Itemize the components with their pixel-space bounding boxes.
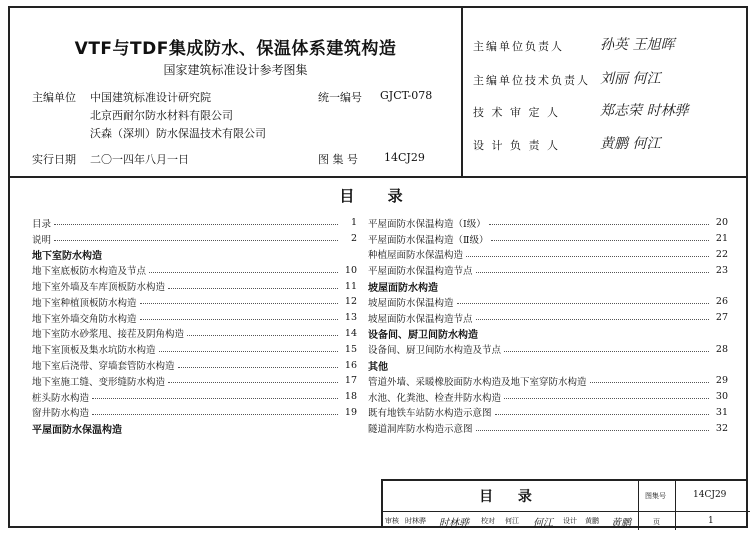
- toc-leader-dots: [178, 367, 338, 368]
- toc-entry-page: 13: [344, 312, 357, 324]
- title-block-vline-2: [675, 481, 676, 530]
- toc-entry-page: 27: [715, 312, 728, 324]
- toc-entry-page: 29: [715, 375, 728, 387]
- toc-entry: [368, 373, 728, 389]
- toc-entry: [32, 357, 357, 373]
- toc-entry: [368, 420, 728, 436]
- toc-entry-label: 平屋面防水保温构造（Ⅱ级）: [368, 234, 489, 246]
- toc-entry: [368, 247, 728, 263]
- toc-entry-label: 桩头防水构造: [32, 392, 90, 404]
- title-block-vline-1: [638, 481, 639, 530]
- toc-entry-label: 说明: [32, 234, 52, 246]
- toc-right-column: [368, 215, 728, 436]
- toc-entry-label: 平屋面防水保温构造（Ⅰ级）: [368, 218, 486, 230]
- tb-design-name: 黄鹏: [585, 517, 599, 525]
- toc-entry-label: 其他: [368, 361, 388, 373]
- toc-leader-dots: [491, 240, 709, 241]
- toc-heading: 目 录: [339, 187, 417, 205]
- toc-entry-label: 地下室底板防水构造及节点: [32, 266, 147, 278]
- toc-entry-page: 23: [715, 264, 728, 276]
- toc-entry-page: 18: [344, 391, 357, 403]
- title-block-atlas-value: 14CJ29: [693, 490, 727, 500]
- toc-entry: [32, 373, 357, 389]
- toc-leader-dots: [457, 303, 709, 304]
- approval-signature-3: 郑志荣 时林骅: [600, 103, 689, 119]
- tb-design-signature: 黄鹏: [611, 518, 631, 529]
- toc-entry: [368, 262, 728, 278]
- toc-entry-page: 26: [715, 296, 728, 308]
- toc-leader-dots: [476, 272, 709, 273]
- toc-leader-dots: [159, 351, 338, 352]
- approval-role-1: 主编单位负责人: [473, 40, 564, 53]
- toc-entry: [368, 341, 728, 357]
- toc-entry-label: 坡屋面防水构造: [368, 282, 438, 294]
- toc-entry-label: 坡屋面防水保温构造节点: [368, 313, 473, 325]
- toc-entry: [32, 278, 357, 294]
- toc-entry-label: 平屋面防水保温构造节点: [368, 266, 473, 278]
- code-value: GJCT-078: [380, 89, 433, 102]
- toc-entry-label: 平屋面防水保温构造: [32, 424, 122, 436]
- toc-leader-dots: [495, 414, 709, 415]
- tb-design-label: 设计: [563, 517, 577, 525]
- code-label: 统一编号: [318, 91, 362, 104]
- toc-entry-page: 1: [350, 217, 357, 229]
- tb-check-signature: 何江: [533, 518, 553, 529]
- toc-entry: [368, 389, 728, 405]
- editor-3: 沃森（深圳）防水保温技术有限公司: [90, 127, 266, 140]
- toc-entry-label: 地下室外墙交角防水构造: [32, 313, 137, 325]
- toc-entry-label: 设备间、厨卫间防水构造: [368, 329, 478, 341]
- tb-page-value: 1: [708, 516, 714, 526]
- date-label: 实行日期: [32, 153, 76, 166]
- toc-entry-label: 隧道洞库防水构造示意图: [368, 424, 473, 436]
- title-block: [381, 479, 748, 528]
- toc-leader-dots: [504, 351, 709, 352]
- toc-entry: [368, 294, 728, 310]
- date-value: 二〇一四年八月一日: [90, 153, 189, 166]
- toc-leader-dots: [590, 382, 709, 383]
- toc-entry-page: 17: [344, 375, 357, 387]
- toc-entry-page: 28: [715, 343, 728, 355]
- tb-check-label: 校对: [481, 517, 495, 525]
- toc-leader-dots: [54, 240, 338, 241]
- toc-entry: [32, 389, 357, 405]
- approval-signature-2: 刘丽 何江: [600, 71, 661, 87]
- editor-label: 主编单位: [32, 91, 76, 104]
- toc-left-column: [32, 215, 357, 436]
- toc-entry: [32, 215, 357, 231]
- atlas-label: 图 集 号: [318, 153, 358, 166]
- title-block-divider: [383, 511, 750, 512]
- tb-page-label: 页: [653, 518, 660, 526]
- toc-entry-label: 地下室种植顶板防水构造: [32, 297, 137, 309]
- toc-entry-label: 地下室防水构造: [32, 250, 102, 262]
- toc-entry-label: 设备间、厨卫间防水构造及节点: [368, 345, 502, 357]
- toc-entry: [32, 405, 357, 421]
- title-block-title: 目 录: [479, 489, 542, 505]
- toc-entry-label: 管道外墙、采暖橡胶面防水构造及地下室穿防水构造: [368, 376, 587, 388]
- toc-entry-page: 15: [344, 343, 357, 355]
- toc-entry-label: 既有地铁车站防水构造示意图: [368, 408, 492, 420]
- toc-entry-page: 21: [715, 233, 728, 245]
- toc-entry-page: 19: [344, 406, 357, 418]
- toc-leader-dots: [466, 256, 709, 257]
- toc-section: [368, 357, 728, 373]
- toc-entry: [32, 310, 357, 326]
- toc-leader-dots: [187, 335, 338, 336]
- toc-entry: [368, 405, 728, 421]
- toc-leader-dots: [54, 224, 338, 225]
- toc-entry: [368, 215, 728, 231]
- approval-signature-1: 孙英 王旭晖: [600, 37, 675, 53]
- toc-entry-page: 30: [715, 391, 728, 403]
- editor-1: 中国建筑标准设计研究院: [90, 91, 211, 104]
- toc-entry: [368, 310, 728, 326]
- toc-section: [368, 278, 728, 294]
- toc-leader-dots: [476, 430, 709, 431]
- toc-leader-dots: [476, 319, 709, 320]
- toc-entry-page: 2: [350, 233, 357, 245]
- header-left: [8, 6, 463, 178]
- approval-role-4: 设 计 负 责 人: [473, 139, 560, 152]
- toc-entry-page: 32: [715, 422, 728, 434]
- toc-entry-label: 种植屋面防水保温构造: [368, 250, 464, 262]
- toc-entry-label: 窗井防水构造: [32, 408, 90, 420]
- approval-role-3: 技 术 审 定 人: [473, 106, 560, 119]
- toc-leader-dots: [140, 303, 338, 304]
- toc-leader-dots: [92, 398, 338, 399]
- toc-section: [32, 420, 357, 436]
- toc-entry-page: 22: [715, 248, 728, 260]
- toc-entry-page: 11: [344, 280, 357, 292]
- toc-leader-dots: [168, 288, 338, 289]
- toc-entry-label: 地下室顶板及集水坑防水构造: [32, 345, 156, 357]
- title-block-atlas-label: 图集号: [645, 492, 666, 500]
- toc-section: [32, 247, 357, 263]
- toc-entry-page: 16: [344, 359, 357, 371]
- toc-entry-label: 目录: [32, 218, 52, 230]
- tb-review-name: 时林骅: [405, 517, 426, 525]
- tb-review-label: 审核: [385, 517, 399, 525]
- approval-role-2: 主编单位技术负责人: [473, 74, 590, 87]
- toc-leader-dots: [489, 224, 709, 225]
- toc-entry: [32, 262, 357, 278]
- toc-entry: [32, 341, 357, 357]
- tb-review-signature: 时林骅: [439, 518, 469, 529]
- toc-entry-label: 坡屋面防水保温构造: [368, 297, 454, 309]
- toc-entry-page: 12: [344, 296, 357, 308]
- toc-leader-dots: [168, 382, 338, 383]
- toc-leader-dots: [92, 414, 338, 415]
- document-title: VTF与TDF集成防水、保温体系建筑构造: [74, 39, 397, 59]
- toc-entry: [32, 294, 357, 310]
- toc-leader-dots: [149, 272, 338, 273]
- toc-entry-label: 水池、化粪池、检查井防水构造: [368, 392, 502, 404]
- document-subtitle: 国家建筑标准设计参考图集: [163, 63, 308, 77]
- toc-entry-page: 14: [344, 327, 357, 339]
- toc-section: [368, 326, 728, 342]
- toc-entry: [368, 231, 728, 247]
- toc-entry-page: 31: [715, 406, 728, 418]
- toc-entry-page: 10: [344, 264, 357, 276]
- approval-signature-4: 黄鹏 何江: [600, 136, 661, 152]
- toc-entry-label: 地下室后浇带、穿墙套管防水构造: [32, 361, 175, 373]
- toc-entry: [32, 326, 357, 342]
- toc-entry-label: 地下室施工缝、变形缝防水构造: [32, 376, 166, 388]
- toc-entry-label: 地下室防水砂浆甩、接茬及阴角构造: [32, 329, 185, 341]
- toc-entry: [32, 231, 357, 247]
- tb-check-name: 何江: [505, 517, 519, 525]
- toc-entry-label: 地下室外墙及车库顶板防水构造: [32, 282, 166, 294]
- atlas-value: 14CJ29: [384, 151, 425, 164]
- toc-leader-dots: [140, 319, 338, 320]
- toc-leader-dots: [504, 398, 709, 399]
- toc-entry-page: 20: [715, 217, 728, 229]
- editor-2: 北京西耐尔防水材料有限公司: [90, 109, 233, 122]
